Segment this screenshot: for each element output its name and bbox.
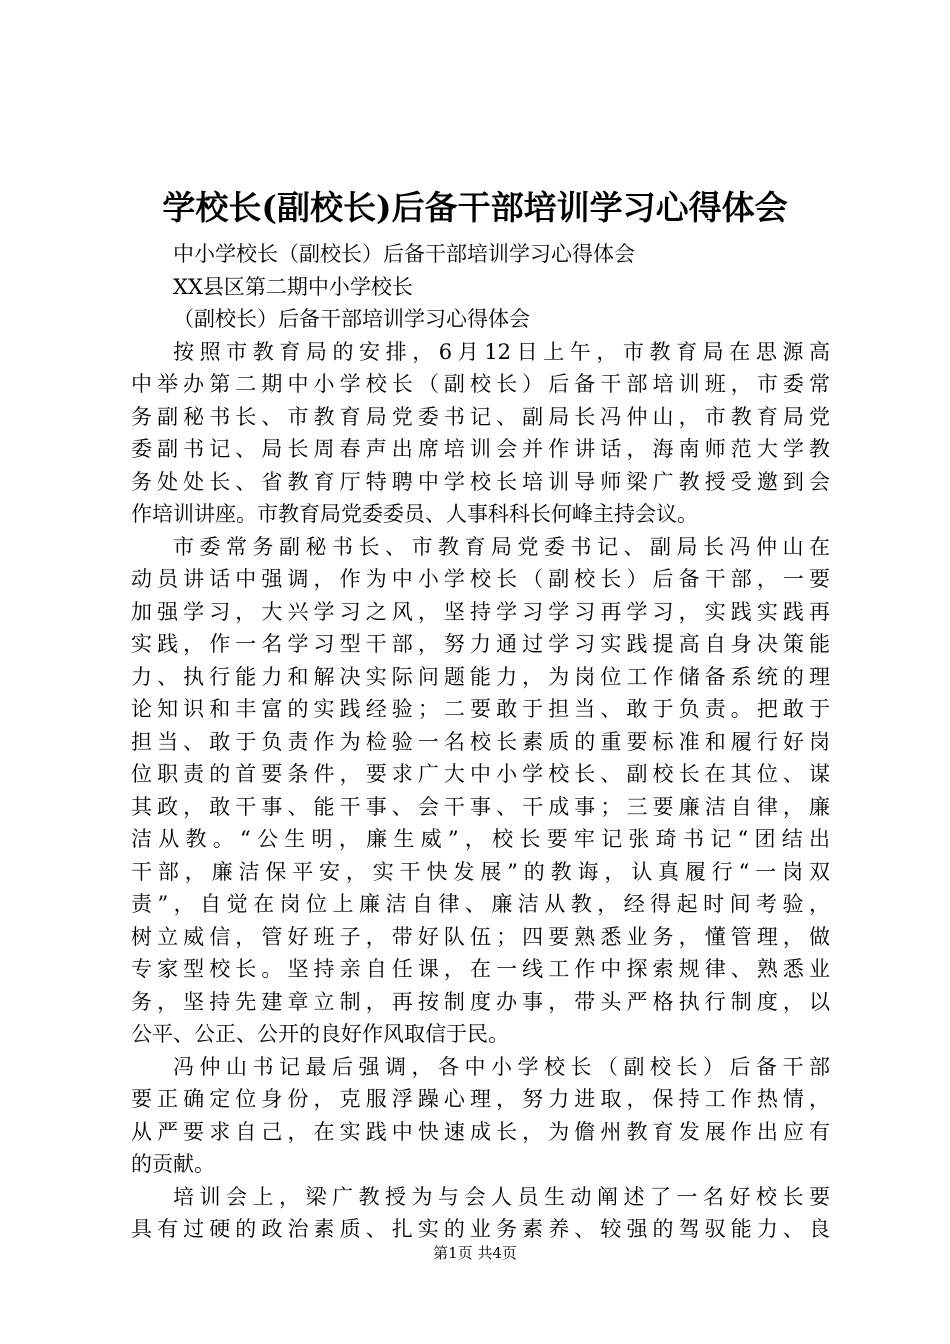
text-line: 专家型校长。坚持亲自任课，在一线工作中探索规律、熟悉业	[131, 957, 830, 981]
text-line: 冯仲山书记最后强调，各中小学校长（副校长）后备干部	[173, 1054, 830, 1079]
text-line: 的贡献。	[131, 1152, 215, 1176]
text-line: XX县区第二期中小学校长	[173, 274, 413, 299]
text-line: 其政，敢干事、能干事、会干事、干成事；三要廉洁自律，廉	[131, 794, 830, 819]
text-line: 委副书记、局长周春声出席培训会并作讲话，海南师范大学教	[131, 437, 830, 461]
text-line: 培训会上，梁广教授为与会人员生动阐述了一名好校长要	[173, 1184, 830, 1209]
text-line: 作培训讲座。市教育局党委委员、人事科科长何峰主持会议。	[131, 502, 698, 526]
text-line: 责”，自觉在岗位上廉洁自律、廉洁从教，经得起时间考验，	[131, 892, 830, 916]
text-line: 市委常务副秘书长、市教育局党委书记、副局长冯仲山在	[173, 534, 830, 559]
text-line: 论知识和丰富的实践经验；二要敢于担当、敢于负责。把敢于	[131, 697, 830, 721]
text-line: 中小学校长（副校长）后备干部培训学习心得体会	[173, 242, 635, 266]
text-line: 中举办第二期中小学校长（副校长）后备干部培训班，市委常	[131, 372, 830, 396]
text-line: 公平、公正、公开的良好作风取信于民。	[131, 1022, 509, 1046]
text-line: 加强学习，大兴学习之风，坚持学习学习再学习，实践实践再	[131, 599, 830, 624]
document-body	[131, 238, 830, 1246]
text-line: 树立威信，管好班子，带好队伍；四要熟悉业务，懂管理，做	[131, 924, 830, 949]
text-line: 要正确定位身份，克服浮躁心理，努力进取，保持工作热情，	[131, 1087, 830, 1111]
text-line: 务处处长、省教育厅特聘中学校长培训导师梁广教授受邀到会	[131, 469, 830, 494]
text-line: 力、执行能力和解决实际问题能力，为岗位工作储备系统的理	[131, 664, 830, 689]
text-line: 动员讲话中强调，作为中小学校长（副校长）后备干部，一要	[131, 567, 830, 591]
text-line: 位职责的首要条件，要求广大中小学校长、副校长在其位、谋	[131, 762, 830, 786]
text-line: 按照市教育局的安排，6月12日上午，市教育局在思源高	[173, 339, 830, 364]
text-line: 从严要求自己，在实践中快速成长，为儋州教育发展作出应有	[131, 1119, 830, 1144]
text-line: 干部，廉洁保平安，实干快发展”的教诲，认真履行“一岗双	[131, 859, 830, 884]
document-title: 学校长(副校长)后备干部培训学习心得体会	[162, 188, 788, 227]
text-line: （副校长）后备干部培训学习心得体会	[173, 307, 530, 331]
text-line: 务，坚持先建章立制，再按制度办事，带头严格执行制度，以	[131, 989, 830, 1014]
text-line: 洁从教。“公生明，廉生威”，校长要牢记张琦书记“团结出	[131, 827, 830, 851]
text-line: 具有过硬的政治素质、扎实的业务素养、较强的驾驭能力、良	[131, 1217, 830, 1241]
text-line: 务副秘书长、市教育局党委书记、副局长冯仲山，市教育局党	[131, 404, 830, 429]
text-line: 实践，作一名学习型干部，努力通过学习实践提高自身决策能	[131, 632, 830, 656]
page-footer: 第1页 共4页	[433, 1244, 517, 1262]
text-line: 担当、敢于负责作为检验一名校长素质的重要标准和履行好岗	[131, 729, 830, 754]
